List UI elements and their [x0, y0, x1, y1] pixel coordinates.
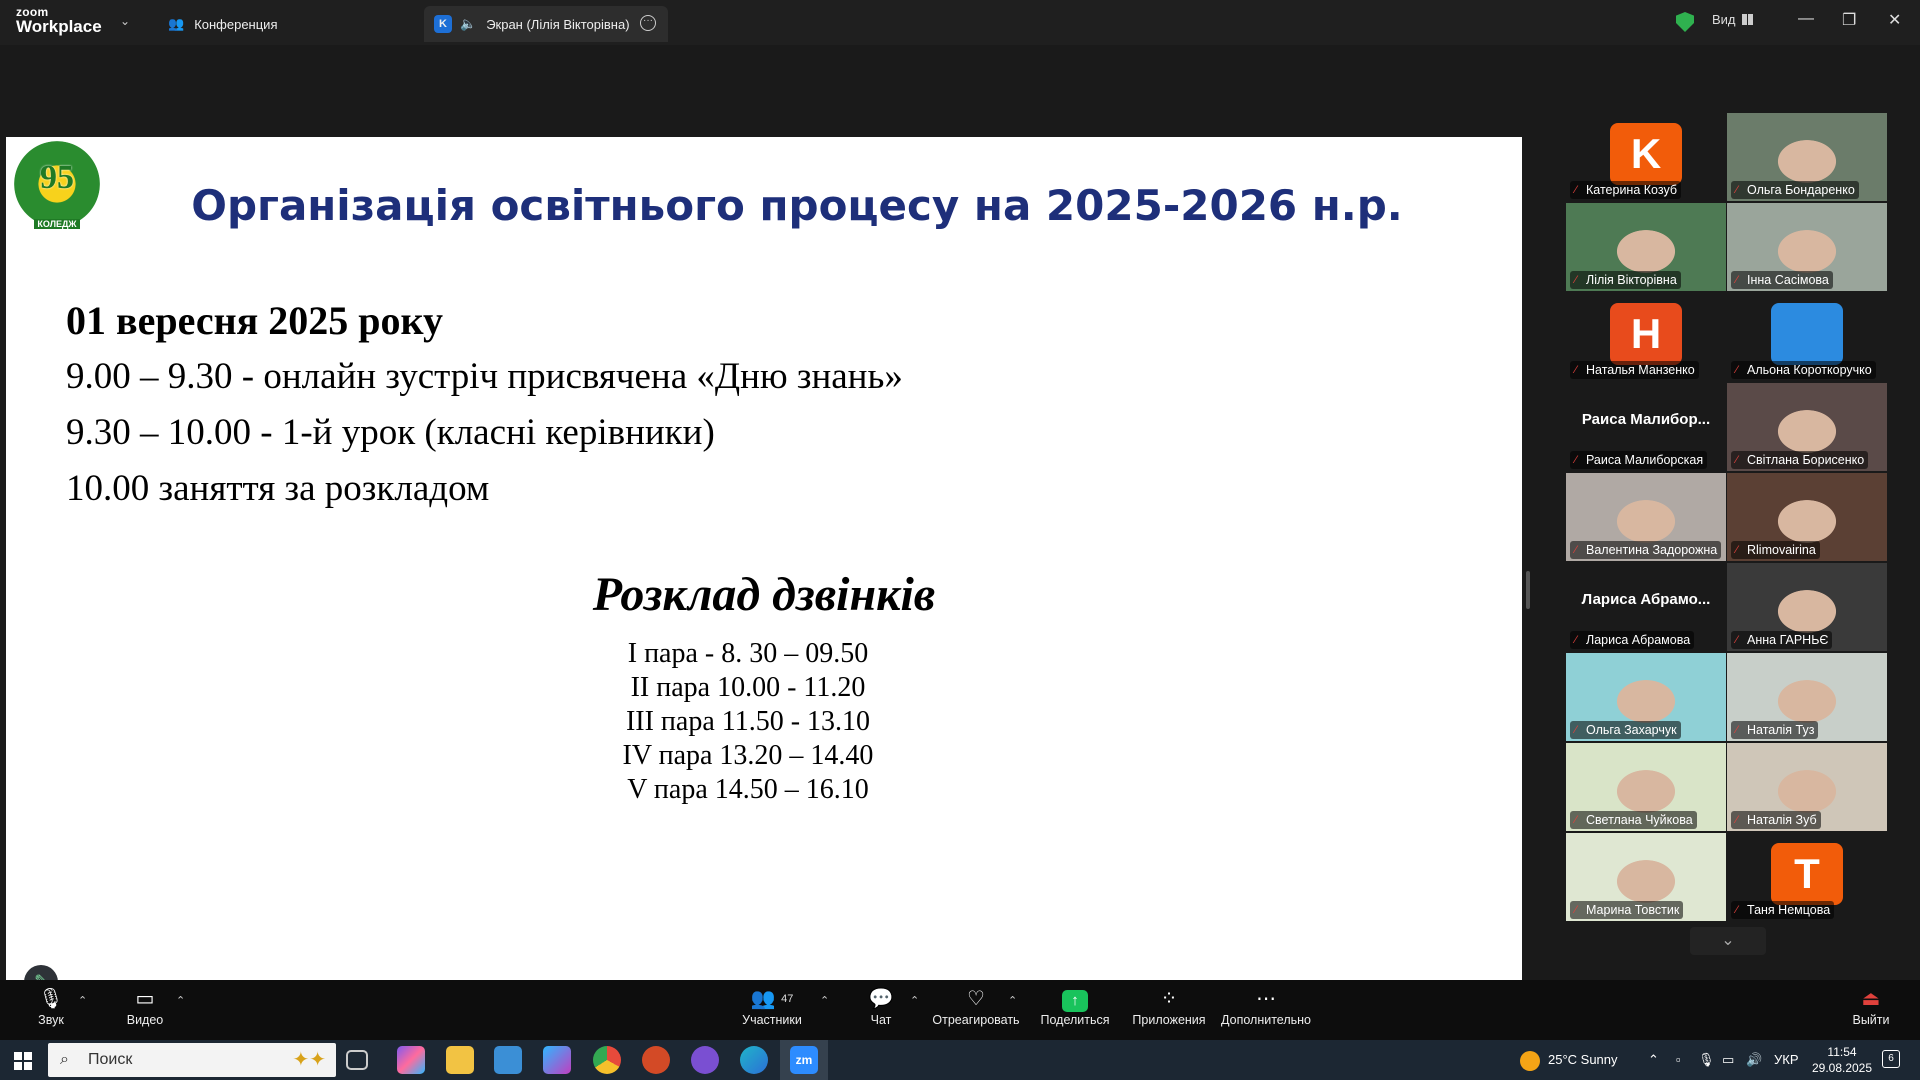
meeting-icon: 👥 — [168, 16, 185, 31]
tray-mic-icon[interactable]: 🎙 — [1698, 1052, 1715, 1067]
participant-tile[interactable] — [1727, 743, 1887, 831]
participant-avatar-photo — [1771, 303, 1843, 365]
participant-name: Лариса Абрамова — [1586, 633, 1691, 647]
participants-icon: 👥 — [750, 988, 776, 1010]
participant-name-label — [1570, 271, 1681, 289]
share-screen-icon: ↑ — [1062, 990, 1088, 1012]
muted-mic-icon: ⁄ — [1736, 454, 1738, 466]
schedule-title: Розклад дзвінків — [592, 568, 936, 621]
leave-label: Выйти — [1852, 1013, 1890, 1027]
tab-screen-share[interactable] — [424, 6, 668, 42]
search-placeholder: Поиск — [88, 1051, 133, 1068]
participant-tile[interactable] — [1566, 473, 1726, 561]
muted-mic-icon: ⁄ — [1736, 814, 1738, 826]
taskbar-search[interactable] — [48, 1043, 336, 1077]
participant-name: Наталья Манзенко — [1586, 363, 1695, 377]
participant-avatar: H — [1610, 303, 1682, 365]
shield-icon[interactable] — [1676, 12, 1694, 32]
camera-icon: ▭ — [135, 988, 155, 1010]
participant-name-label — [1570, 541, 1721, 559]
participant-name: Rlimovairina — [1747, 543, 1816, 557]
tab-conference-label: Конференция — [194, 16, 278, 32]
more-label: Дополнительно — [1221, 1013, 1311, 1027]
logo-number: 95 — [40, 159, 74, 196]
schedule-row: V пара 14.50 – 16.10 — [627, 774, 869, 805]
muted-mic-icon: ⁄ — [1575, 274, 1577, 286]
microphone-icon: 🎙 — [38, 988, 64, 1010]
participant-tile[interactable] — [1566, 743, 1726, 831]
muted-mic-icon: ⁄ — [1575, 814, 1577, 826]
shared-screen-area — [0, 45, 1536, 980]
muted-mic-icon: ⁄ — [1736, 184, 1738, 196]
participant-name-label — [1731, 451, 1868, 469]
powerpoint-icon[interactable] — [642, 1046, 670, 1074]
react-label: Отреагировать — [932, 1013, 1020, 1027]
logo-line1: zoom — [16, 5, 49, 19]
participant-name: Таня Немцова — [1747, 903, 1831, 917]
schedule-row: І пара - 8. 30 – 09.50 — [627, 638, 869, 669]
meeting-toolbar — [0, 980, 1920, 1040]
presentation-slide — [6, 137, 1522, 990]
participant-name-label — [1731, 811, 1821, 829]
participant-name: Раиса Малиборская — [1586, 453, 1704, 467]
slide-line: 9.00 – 9.30 - онлайн зустріч присвячена «Дню знань» — [66, 356, 903, 397]
view-button[interactable] — [1712, 12, 1753, 27]
muted-mic-icon: ⁄ — [1736, 274, 1738, 286]
muted-mic-icon: ⁄ — [1736, 364, 1738, 376]
participant-name-label — [1731, 901, 1834, 919]
muted-mic-icon: ⁄ — [1575, 634, 1577, 646]
more-options-icon[interactable]: ··· — [640, 15, 656, 31]
tray-chevron-icon[interactable]: ⌃ — [1648, 1052, 1659, 1067]
participants-label: Участники — [742, 1013, 802, 1027]
participant-name: Валентина Задорожна — [1586, 543, 1718, 557]
system-clock[interactable] — [1808, 1044, 1876, 1076]
participant-name: Светлана Чуйкова — [1586, 813, 1693, 827]
participant-tile[interactable] — [1566, 113, 1726, 201]
tray-device-icon[interactable]: ▫ — [1676, 1052, 1681, 1067]
muted-mic-icon: ⁄ — [1736, 904, 1738, 916]
react-caret-icon[interactable]: ⌃ — [1008, 995, 1018, 1007]
close-icon[interactable]: ✕ — [1888, 12, 1902, 29]
audio-label: Звук — [38, 1013, 64, 1027]
participant-tile[interactable] — [1727, 833, 1887, 921]
share-label: Поделиться — [1040, 1013, 1110, 1027]
heart-icon: ♡ — [967, 988, 985, 1010]
view-label: Вид — [1712, 12, 1736, 27]
chat-icon: 💬 — [868, 988, 894, 1010]
network-icon[interactable]: ▭ — [1722, 1052, 1735, 1067]
participant-name: Лілія Вікторівна — [1586, 273, 1677, 287]
video-label: Видео — [126, 1013, 164, 1027]
panel-resize-handle[interactable] — [1526, 571, 1530, 609]
muted-mic-icon: ⁄ — [1575, 184, 1577, 196]
participants-button[interactable] — [727, 986, 817, 1036]
participant-name: Катерина Козуб — [1586, 183, 1677, 197]
participant-tile[interactable] — [1727, 293, 1887, 381]
participant-name-label — [1570, 721, 1681, 739]
logo-word: КОЛЕДЖ — [34, 219, 80, 229]
participant-name: Світлана Борисенко — [1747, 453, 1865, 467]
participant-avatar: T — [1771, 843, 1843, 905]
restore-icon[interactable]: ❐ — [1842, 12, 1857, 29]
file-explorer-icon[interactable] — [446, 1046, 474, 1074]
leave-icon: ⏏ — [1861, 988, 1881, 1010]
weather-text: 25°C Sunny — [1548, 1052, 1618, 1067]
participant-tile[interactable] — [1727, 383, 1887, 471]
participant-tile[interactable] — [1566, 203, 1726, 291]
participant-tile[interactable] — [1566, 383, 1726, 471]
slide-line: 10.00 заняття за розкладом — [66, 468, 490, 509]
volume-icon[interactable]: 🔊 — [1746, 1052, 1763, 1067]
m365-icon[interactable] — [543, 1046, 571, 1074]
apps-button[interactable] — [1124, 986, 1214, 1036]
task-view-icon[interactable] — [346, 1050, 368, 1070]
participant-name-label — [1570, 181, 1681, 199]
search-icon: ⌕ — [60, 1051, 69, 1068]
participant-tile[interactable] — [1727, 203, 1887, 291]
chrome-icon[interactable] — [593, 1046, 621, 1074]
logo-line2: Workplace — [16, 17, 102, 36]
slide-title: Організація освітнього процесу на 2025-2026 н.р. — [191, 181, 1403, 230]
schedule-row: ІІІ пара 11.50 - 13.10 — [625, 706, 871, 737]
slide-date: 01 вересня 2025 року — [66, 298, 444, 343]
app-badge-icon: K — [434, 15, 452, 33]
participant-tile[interactable] — [1727, 653, 1887, 741]
participant-name: Інна Сасімова — [1747, 273, 1829, 287]
participant-name: Ольга Бондаренко — [1747, 183, 1855, 197]
chat-caret-icon[interactable]: ⌃ — [910, 995, 920, 1007]
share-button[interactable] — [1030, 986, 1120, 1036]
participant-name-label — [1731, 271, 1833, 289]
muted-mic-icon: ⁄ — [1575, 724, 1577, 736]
participants-caret-icon[interactable]: ⌃ — [820, 995, 830, 1007]
participant-name-label — [1731, 541, 1820, 559]
title-bar — [0, 0, 1920, 45]
bell-schedule — [606, 637, 890, 807]
participant-avatar: K — [1610, 123, 1682, 185]
muted-mic-icon: ⁄ — [1736, 634, 1738, 646]
participant-name-label — [1731, 721, 1818, 739]
clock-date: 29.08.2025 — [1811, 1061, 1873, 1075]
edge-icon[interactable] — [740, 1046, 768, 1074]
participant-tile[interactable] — [1566, 653, 1726, 741]
speaker-icon: 🔈 — [460, 16, 477, 31]
participant-name-label — [1570, 901, 1683, 919]
participant-name: Марина Товстик — [1586, 903, 1680, 917]
viber-icon[interactable] — [691, 1046, 719, 1074]
muted-mic-icon: ⁄ — [1575, 544, 1577, 556]
participant-tile[interactable] — [1566, 833, 1726, 921]
windows-start-icon[interactable] — [14, 1052, 32, 1070]
chat-label: Чат — [870, 1013, 892, 1027]
windows-taskbar — [0, 1040, 1920, 1080]
participant-name-label — [1570, 811, 1697, 829]
apps-label: Приложения — [1132, 1013, 1206, 1027]
participant-name-label — [1731, 631, 1832, 649]
muted-mic-icon: ⁄ — [1575, 454, 1577, 466]
participant-name: Анна ГАРНЬЄ — [1747, 633, 1829, 647]
muted-mic-icon: ⁄ — [1736, 724, 1738, 736]
participant-tile[interactable] — [1727, 113, 1887, 201]
language-indicator[interactable]: УКР — [1774, 1052, 1799, 1067]
participant-name: Альона Короткоручко — [1747, 363, 1872, 377]
tab-screen-label: Экран (Лілія Вікторівна) — [486, 16, 630, 32]
gallery-scroll-down-icon[interactable]: ⌄ — [1690, 927, 1766, 955]
muted-mic-icon: ⁄ — [1575, 364, 1577, 376]
schedule-row: IV пара 13.20 – 14.40 — [622, 740, 874, 771]
participant-name: Наталія Зуб — [1747, 813, 1817, 827]
more-icon: ⋯ — [1256, 988, 1276, 1010]
grid-icon — [1742, 14, 1753, 25]
zoom-app-icon[interactable]: zm — [790, 1046, 818, 1074]
zoom-workplace-logo — [16, 6, 111, 40]
participants-count: 47 — [781, 993, 794, 1005]
participant-gallery — [1540, 45, 1920, 980]
minimize-icon[interactable]: — — [1798, 10, 1814, 27]
participant-name-label — [1731, 181, 1859, 199]
participant-display-name: Раиса Малибор... — [1581, 411, 1711, 428]
muted-mic-icon: ⁄ — [1736, 544, 1738, 556]
apps-icon: ⁘ — [1160, 988, 1178, 1010]
participant-tile[interactable] — [1727, 473, 1887, 561]
participant-name-label — [1570, 451, 1707, 469]
participant-name-label — [1570, 631, 1694, 649]
tab-conference[interactable] — [168, 6, 277, 42]
notification-center-icon[interactable]: 6 — [1882, 1050, 1900, 1068]
sun-icon — [1520, 1051, 1540, 1071]
more-button[interactable] — [1218, 986, 1314, 1036]
outlook-icon[interactable] — [494, 1046, 522, 1074]
muted-mic-icon: ⁄ — [1575, 904, 1577, 916]
schedule-row: ІІ пара 10.00 - 11.20 — [630, 672, 866, 703]
sparkle-icon: ✦✦ — [292, 1049, 326, 1071]
leave-button[interactable] — [1826, 986, 1916, 1036]
clock-time: 11:54 — [1827, 1045, 1857, 1059]
participant-tile[interactable] — [1727, 563, 1887, 651]
participant-name: Ольга Захарчук — [1586, 723, 1677, 737]
weather-widget[interactable] — [1520, 1040, 1618, 1080]
copilot-icon[interactable] — [397, 1046, 425, 1074]
participant-tile[interactable] — [1566, 293, 1726, 381]
slide-line: 9.30 – 10.00 - 1-й урок (класні керівники) — [66, 412, 715, 453]
participant-name-label — [1731, 361, 1876, 379]
participant-name: Наталія Туз — [1747, 723, 1815, 737]
participant-display-name: Лариса Абрамо... — [1581, 591, 1711, 608]
audio-caret-icon[interactable]: ⌃ — [78, 995, 88, 1007]
video-caret-icon[interactable]: ⌃ — [176, 995, 186, 1007]
participant-tile[interactable] — [1566, 563, 1726, 651]
chevron-down-icon[interactable]: ⌄ — [120, 14, 131, 28]
participant-name-label — [1570, 361, 1699, 379]
